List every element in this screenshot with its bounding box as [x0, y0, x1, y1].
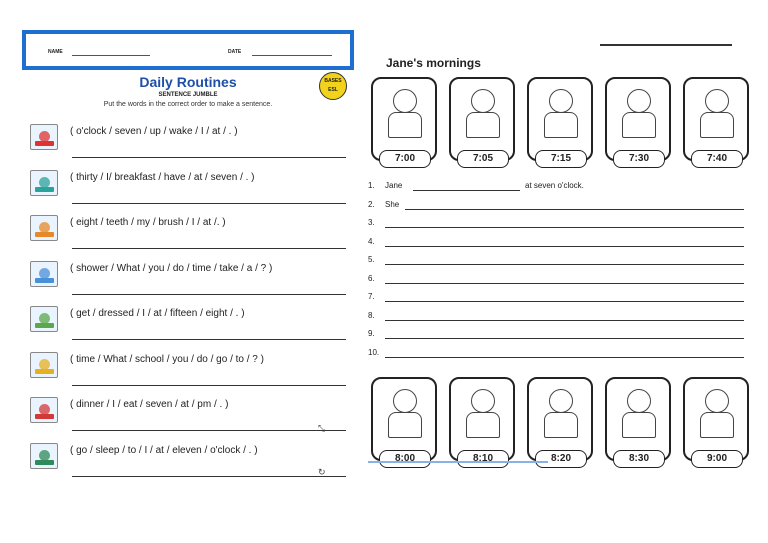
jane-mornings-title: Jane's mornings: [386, 56, 481, 70]
scene-illustration: [388, 112, 422, 138]
shower-icon: [30, 261, 58, 287]
girl-illustration: [627, 389, 651, 413]
writing-line: [368, 292, 380, 301]
line-number: 10.: [368, 347, 380, 357]
line-number: 9.: [368, 329, 375, 338]
jumbled-words: ( eight / teeth / my / brush / I / at /. ): [70, 217, 226, 228]
scene-illustration: [700, 412, 734, 438]
jumble-item: [30, 306, 350, 346]
line-number: 1.: [368, 181, 375, 190]
jumbled-words: ( dinner / I / eat / seven / at / pm / . ): [70, 399, 229, 410]
girl-illustration: [627, 89, 651, 113]
morning-picture-frame: [449, 77, 515, 164]
writing-line: [368, 348, 380, 357]
divider-line: [368, 461, 548, 463]
writing-line: [368, 255, 380, 264]
line-number: 6.: [368, 273, 375, 283]
answer-line[interactable]: [72, 248, 346, 249]
time-label: 7:05: [457, 150, 509, 168]
sleep-icon: [30, 443, 58, 469]
time-label: 7:00: [379, 150, 431, 168]
later-picture-frame: [527, 377, 593, 464]
breakfast-icon: [30, 170, 58, 196]
name-date-header: [22, 30, 354, 70]
morning-picture-frame: [683, 77, 749, 164]
time-label: 8:00: [379, 450, 431, 468]
answer-line[interactable]: [385, 264, 744, 265]
scene-illustration: [700, 112, 734, 138]
morning-picture-frame: [371, 77, 437, 164]
jumbled-words: ( o'clock / seven / up / wake / I / at / . ): [70, 126, 238, 137]
time-label: 9:00: [691, 450, 743, 468]
answer-line[interactable]: [385, 320, 744, 321]
line-suffix: at seven o'clock.: [525, 181, 584, 190]
girl-illustration: [705, 389, 729, 413]
line-number: 2.: [368, 199, 375, 209]
time-label: 8:30: [613, 450, 665, 468]
writing-line: [368, 181, 380, 190]
sentence-jumble-worksheet: [22, 30, 354, 480]
writing-line: [368, 200, 380, 209]
writing-line: [368, 329, 380, 338]
answer-line[interactable]: [385, 227, 744, 228]
jumble-item: [30, 443, 350, 483]
answer-line[interactable]: [72, 476, 346, 477]
page-subtitle: SENTENCE JUMBLE: [158, 92, 218, 98]
jumble-item: [30, 124, 350, 164]
expand-icon[interactable]: ⤡: [318, 423, 326, 433]
later-picture-frame: [683, 377, 749, 464]
line-number: 5.: [368, 255, 375, 264]
jumbled-words: ( go / sleep / to / I / at / eleven / o'clock / . ): [70, 444, 258, 456]
name-field-right[interactable]: [600, 44, 732, 46]
answer-line[interactable]: [72, 203, 346, 204]
line-number: 7.: [368, 292, 375, 301]
time-label: 7:30: [613, 150, 665, 168]
jumbled-words: ( get / dressed / I / at / fifteen / eight / . ): [70, 308, 245, 319]
girl-illustration: [471, 389, 495, 413]
esl-logo: BASES ESL: [319, 72, 347, 100]
date-field[interactable]: [252, 55, 332, 56]
jumbled-words: ( thirty / I/ breakfast / have / at / seven / . ): [70, 171, 255, 183]
later-picture-frame: [449, 377, 515, 464]
dressing-icon: [30, 306, 58, 332]
scene-illustration: [544, 112, 578, 138]
line-number: 8.: [368, 310, 375, 320]
answer-line[interactable]: [385, 357, 744, 358]
dinner-icon: [30, 397, 58, 423]
jumble-item: [30, 261, 350, 301]
school-icon: [30, 352, 58, 378]
answer-line[interactable]: [385, 246, 744, 247]
answer-line[interactable]: [405, 209, 744, 210]
name-field[interactable]: [72, 55, 150, 56]
instructions: Put the words in the correct order to make a sentence.: [103, 101, 273, 108]
time-label: 7:15: [535, 150, 587, 168]
writing-line: [368, 274, 380, 283]
rotate-icon[interactable]: ↻: [318, 467, 326, 477]
girl-illustration: [393, 89, 417, 113]
name-label: NAME: [48, 49, 63, 55]
scene-illustration: [388, 412, 422, 438]
answer-line[interactable]: [385, 338, 744, 339]
line-prefix: She: [385, 199, 400, 209]
answer-line[interactable]: [72, 339, 346, 340]
scene-illustration: [544, 412, 578, 438]
time-label: 7:40: [691, 150, 743, 168]
jumble-item: [30, 352, 350, 392]
jumbled-words: ( shower / What / you / do / time / take / a / ? ): [70, 262, 273, 274]
answer-line[interactable]: [72, 157, 346, 158]
answer-line[interactable]: [385, 283, 744, 284]
page-title: Daily Routines: [139, 74, 237, 90]
morning-picture-frame: [527, 77, 593, 164]
girl-illustration: [393, 389, 417, 413]
later-picture-frame: [605, 377, 671, 464]
scene-illustration: [466, 412, 500, 438]
answer-line[interactable]: [72, 385, 346, 386]
line-prefix: Jane: [385, 181, 403, 190]
time-label: 8:20: [535, 450, 587, 468]
jumbled-words: ( time / What / school / you / do / go / to / ? ): [70, 353, 264, 365]
answer-line[interactable]: [385, 301, 744, 302]
wake-up-icon: [30, 124, 58, 150]
line-number: 3.: [368, 218, 375, 227]
scene-illustration: [466, 112, 500, 138]
answer-line[interactable]: [413, 190, 520, 191]
date-label: DATE: [228, 49, 242, 55]
writing-line: [368, 218, 380, 227]
jumble-item: [30, 397, 350, 437]
later-picture-frame: [371, 377, 437, 464]
jumble-item: [30, 215, 350, 255]
morning-picture-frame: [605, 77, 671, 164]
time-label: 8:10: [457, 450, 509, 468]
answer-line[interactable]: [72, 430, 346, 431]
writing-line: [368, 311, 380, 320]
scene-illustration: [622, 112, 656, 138]
answer-line[interactable]: [72, 294, 346, 295]
writing-line: [368, 237, 380, 246]
girl-illustration: [549, 89, 573, 113]
scene-illustration: [622, 412, 656, 438]
girl-illustration: [705, 89, 729, 113]
jumble-item: [30, 170, 350, 210]
toothbrush-icon: [30, 215, 58, 241]
line-number: 4.: [368, 236, 375, 246]
girl-illustration: [471, 89, 495, 113]
girl-illustration: [549, 389, 573, 413]
